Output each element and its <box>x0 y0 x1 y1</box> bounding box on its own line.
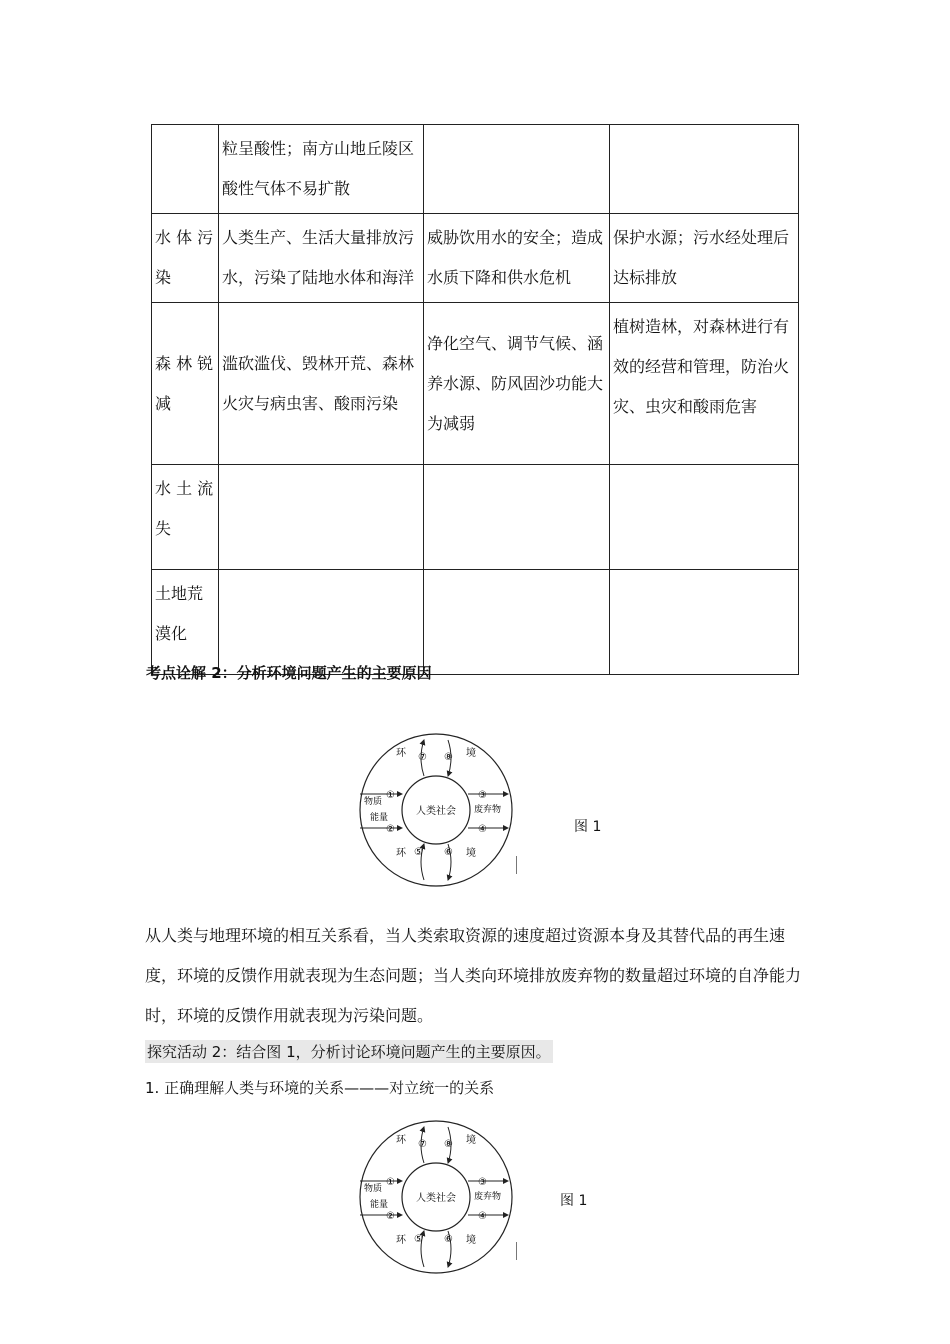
num-label: ③ <box>478 790 487 801</box>
table-row <box>152 570 799 675</box>
table-cell: 净化空气、调节气候、涵养水源、防风固沙功能大为减弱 <box>424 303 610 465</box>
human-environment-diagram <box>356 1117 516 1277</box>
table-row <box>152 465 799 570</box>
waste-label: 废弃物 <box>474 1192 502 1202</box>
table-cell: 植树造林，对森林进行有效的经营和管理，防治火灾、虫灾和酸雨危害 <box>610 303 799 465</box>
table-cell: 威胁饮用水的安全；造成水质下降和供水危机 <box>424 214 610 303</box>
num-label: ④ <box>478 824 487 835</box>
num-label: ⑦ <box>418 1139 427 1150</box>
table-cell <box>424 465 610 570</box>
num-label: ② <box>386 1211 395 1222</box>
waste-label: 废弃物 <box>474 805 502 815</box>
env-label: 环 <box>396 748 406 759</box>
human-environment-diagram <box>356 730 516 890</box>
table-cell <box>219 465 424 570</box>
table-cell <box>152 125 219 214</box>
activity-title: 探究活动 2：结合图 1，分析讨论环境问题产生的主要原因。 <box>145 1040 553 1063</box>
table-cell <box>424 570 610 675</box>
table-cell: 滥砍滥伐、毁林开荒、森林火灾与病虫害、酸雨污染 <box>219 303 424 465</box>
figure-caption: 图 1 <box>574 819 602 835</box>
table-cell: 粒呈酸性；南方山地丘陵区酸性气体不易扩散 <box>219 125 424 214</box>
num-label: ⑥ <box>444 1234 453 1245</box>
environment-problems-table <box>151 124 799 675</box>
env-label: 环 <box>396 1135 406 1146</box>
table-cell <box>610 570 799 675</box>
table-row <box>152 214 799 303</box>
body-paragraph: 从人类与地理环境的相互关系看，当人类索取资源的速度超过资源本身及其替代品的再生速度，环境的反馈作用就表现为生态问题；当人类向环境排放废弃物的数量超过环境的自净能力时，环境的反馈作用就表现为污染问题。 <box>145 926 802 1025</box>
energy-label: 能量 <box>370 1200 389 1210</box>
table-cell: 人类生产、生活大量排放污水，污染了陆地水体和海洋 <box>219 214 424 303</box>
env-label: 境 <box>466 1235 476 1246</box>
num-label: ① <box>386 1177 395 1188</box>
figure-caption: 图 1 <box>560 1193 588 1209</box>
list-item: 1. 正确理解人类与环境的关系———对立统一的关系 <box>145 1079 495 1097</box>
table-cell <box>610 465 799 570</box>
text-cursor <box>516 1242 517 1260</box>
num-label: ④ <box>478 1211 487 1222</box>
env-label: 环 <box>396 848 406 859</box>
matter-label: 物质 <box>364 1184 383 1194</box>
num-label: ⑤ <box>414 847 423 858</box>
env-label: 境 <box>466 748 476 759</box>
table-cell <box>424 125 610 214</box>
center-label: 人类社会 <box>416 1193 456 1204</box>
env-label: 境 <box>466 1135 476 1146</box>
center-label: 人类社会 <box>416 806 456 817</box>
num-label: ③ <box>478 1177 487 1188</box>
env-label: 环 <box>396 1235 406 1246</box>
energy-label: 能量 <box>370 813 389 823</box>
matter-label: 物质 <box>364 797 383 807</box>
table-cell: 水 土 流失 <box>152 465 219 570</box>
num-label: ⑥ <box>444 847 453 858</box>
num-label: ⑦ <box>418 752 427 763</box>
text-cursor <box>516 856 517 874</box>
num-label: ⑤ <box>414 1234 423 1245</box>
table-cell: 森 林 锐减 <box>152 303 219 465</box>
table-row <box>152 125 799 214</box>
table-cell <box>610 125 799 214</box>
num-label: ⑧ <box>444 752 453 763</box>
section-heading: 考点诠解 2：分析环境问题产生的主要原因 <box>146 664 432 682</box>
num-label: ① <box>386 790 395 801</box>
num-label: ② <box>386 824 395 835</box>
table-cell: 保护水源；污水经处理后达标排放 <box>610 214 799 303</box>
table-cell <box>219 570 424 675</box>
table-cell: 水 体 污染 <box>152 214 219 303</box>
env-label: 境 <box>466 848 476 859</box>
num-label: ⑧ <box>444 1139 453 1150</box>
table-row <box>152 303 799 465</box>
table-cell: 土地荒漠化 <box>152 570 219 675</box>
